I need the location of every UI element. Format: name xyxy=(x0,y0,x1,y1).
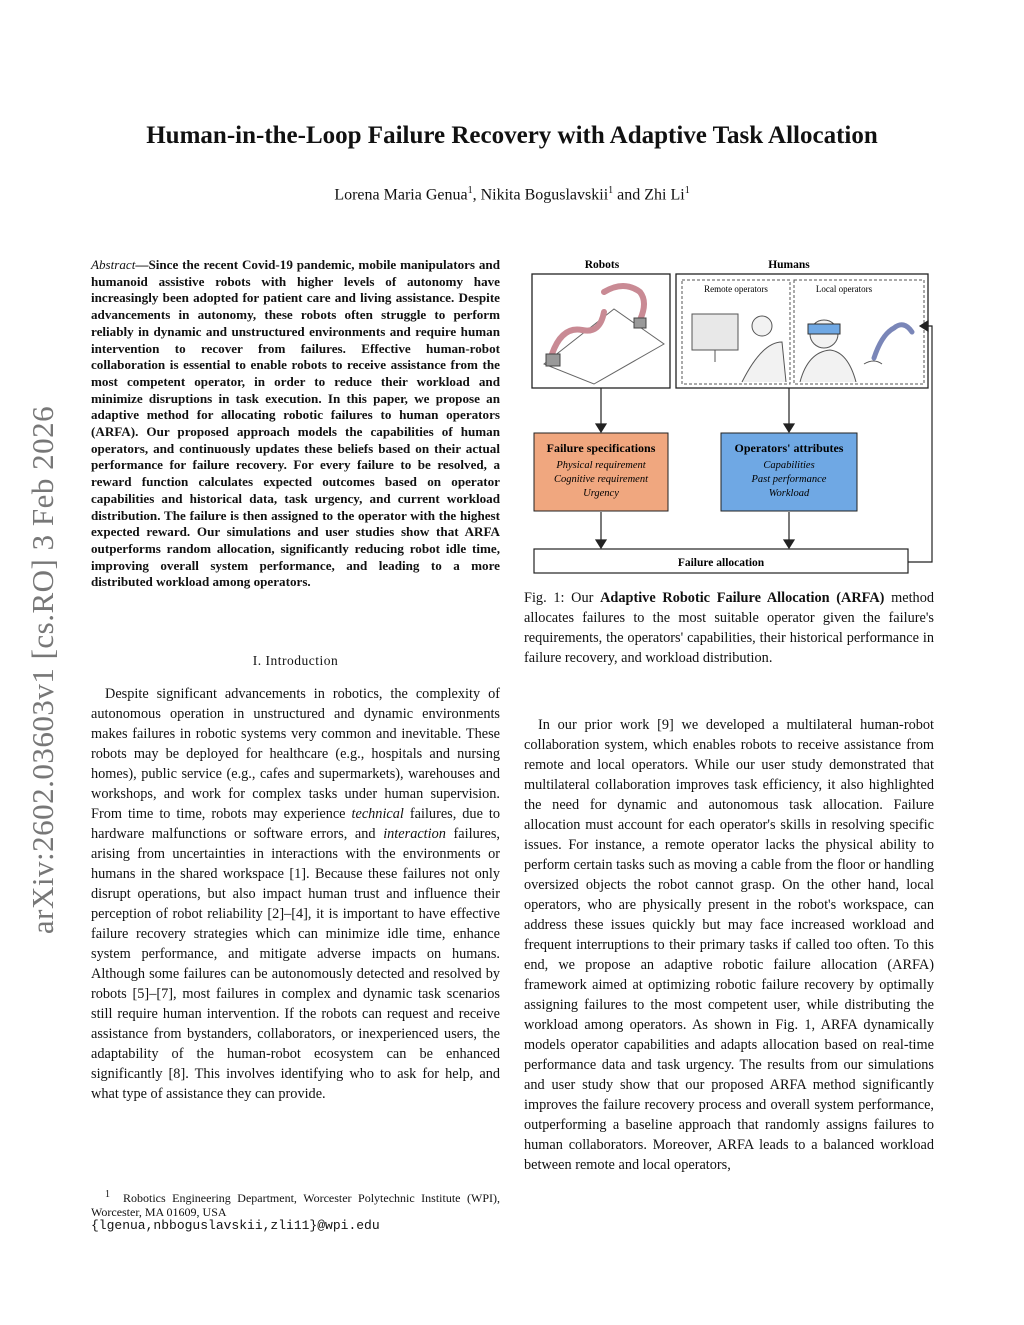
intro-text: failures, arising from uncertainties in interactions with the environments or humans in the shared workspace [1]. Because these failures not only disrupt operations, but also impact human trust and influence their perception of robot reliability [2]–[4], it is important to have effective failure recovery strategies which can minimize idle time, enhance system performance, and mitigate adverse impacts on humans. Although some failures can be autonomously detected and resolved by robots [5]–[7], most failures in complex and dynamic task scenarios still require human intervention. If the robots can request and receive assistance from bystanders, collaborators, or inexperienced users, the adaptability of the human-robot ecosystem can be enhanced significantly [8]. This involves identifying who to ask for help, and what type of assistance they can provide. xyxy=(91,826,500,1102)
abstract xyxy=(91,257,500,591)
abstract-text: Since the recent Covid-19 pandemic, mobile manipulators and humanoid assistive robots with higher levels of autonomy have increasingly been adopted for patient care and living assistance. Despite advancements in autonomy, these robots often struggle to perform reliably in dynamic and unstructured environments and require human intervention to recover from failures. Effective human-robot collaboration is essential to enable robots to receive assistance from the most competent operator, in order to reduce their workload and minimize disruptions in task execution. In this paper, we propose an adaptive method for allocating robotic failures to human operators (ARFA). Our proposed approach models the capabilities of human operators, and continuously updates these beliefs based on their actual performance for failure recovery. For every failure to be resolved, a reward function calculates expected outcomes based on operator capabilities and historical data, task urgency, and current workload distribution. The failure is then assigned to the operator with the highest expected reward. Our simulations and user studies show that ARFA outperforms random allocation, significantly reducing robot idle time, improving overall system performance, and leading to a more distributed workload among operators. xyxy=(91,257,500,590)
failure-spec-title: Failure specifications xyxy=(546,441,656,455)
section-heading: I. Introduction xyxy=(252,653,339,668)
footnote-affiliation: Robotics Engineering Department, Worcester Polytechnic Institute (WPI), Worcester, MA 01609, USA xyxy=(91,1191,500,1219)
arxiv-id: arXiv:2602.03603v1 [cs.RO] 3 Feb 2026 xyxy=(25,405,60,935)
affiliation-mark: 1 xyxy=(684,185,690,196)
robots-label: Robots xyxy=(584,259,620,271)
failure-spec-item: Physical requirement xyxy=(556,460,646,471)
introduction-body xyxy=(91,684,500,1104)
affiliation-mark: 1 xyxy=(467,185,473,196)
abstract-dash: — xyxy=(135,257,149,272)
author-separator: and xyxy=(613,186,645,204)
footnote-emails: {lgenua,nbboguslavskii,zli11}@wpi.edu xyxy=(91,1218,380,1233)
arxiv-stamp xyxy=(18,380,68,960)
local-operators-label: Local operators xyxy=(815,284,873,294)
right-column-body xyxy=(524,715,934,1175)
remote-operators-label: Remote operators xyxy=(704,284,768,294)
body-paragraph: In our prior work [9] we developed a multilateral human-robot collaboration system, which enables robots to receive assistance from remote and local operators. While our user study demonstrated that multilateral collaboration improves task efficiency, it also highlighted the need for dynamic and autonomous task allocation. Failure allocation must account for each operator's skills in resolving specific issues. For instance, a remote operator lacks the physical ability to perform certain tasks such as moving a cable from the floor or handling oversized objects the robot cannot grasp. On the other hand, local operators, who are physically present in the robot's workspace, can address these issues quickly but may face increased workload and frequent interruptions to their primary tasks if called too often. To this end, we propose an adaptive robotic failure allocation (ARFA) framework aimed at optimizing robotic failure recovery by optimally assigning failures to the most competent user, while distributing the workload among operators. As shown in Fig. 1, ARFA dynamically models operator capabilities and adapts allocation based on real-time performance data and task urgency. The results from our simulations and user study show that our proposed ARFA method significantly improves the failure recovery process and overall system performance, outperforming a baseline approach that randomly assigns failures to human collaborators. Moreover, ARFA leads to a balanced workload between remote and local operators, xyxy=(524,717,934,1173)
author-name: Zhi Li xyxy=(644,186,685,204)
figure-caption xyxy=(524,588,934,668)
failure-spec-item: Cognitive requirement xyxy=(554,474,648,485)
operators-item: Past performance xyxy=(751,474,827,485)
operators-item: Capabilities xyxy=(763,460,815,471)
author-name: Lorena Maria Genua xyxy=(334,186,468,204)
failure-spec-item: Urgency xyxy=(583,488,619,499)
robots-panel xyxy=(532,274,670,388)
abstract-label: Abstract xyxy=(91,257,136,272)
footnote-mark: 1 xyxy=(105,1189,110,1200)
humans-label: Humans xyxy=(768,259,810,271)
intro-text: failures, due to hardware malfunctions or software errors, and xyxy=(91,806,500,842)
figure-1 xyxy=(524,254,936,580)
operators-item: Workload xyxy=(768,488,810,499)
caption-text: method allocates failures to the most suitable operator given the failure's requirements, the operators' capabilities, their historical performance in failure recovery, and workload distribution. xyxy=(524,590,934,666)
affiliation-mark: 1 xyxy=(608,185,614,196)
allocation-label: Failure allocation xyxy=(677,557,765,569)
intro-text: Despite significant advancements in robotics, the complexity of autonomous operation in unstructured and dynamic environments makes failures in robotic systems very common and inevitable. These robots may be deployed for healthcare (e.g., hospitals and nursing homes), public service (e.g., cafes and supermarkets), warehouses and workshops, and work for complex tasks under human supervision. From time to time, robots may experience xyxy=(91,686,500,822)
caption-bold: Adaptive Robotic Failure Allocation (ARFA) xyxy=(600,590,885,606)
intro-paragraph xyxy=(91,684,500,1104)
operators-title: Operators' attributes xyxy=(734,441,844,455)
author-separator: , xyxy=(472,186,481,204)
intro-emphasis: technical xyxy=(351,806,404,822)
intro-emphasis: interaction xyxy=(383,826,446,842)
caption-prefix: Fig. 1: Our xyxy=(524,590,601,606)
footnote xyxy=(91,1188,500,1233)
paper-title: Human-in-the-Loop Failure Recovery with Adaptive Task Allocation xyxy=(146,122,878,149)
author-list xyxy=(90,185,934,204)
author-name: Nikita Boguslavskii xyxy=(480,186,609,204)
